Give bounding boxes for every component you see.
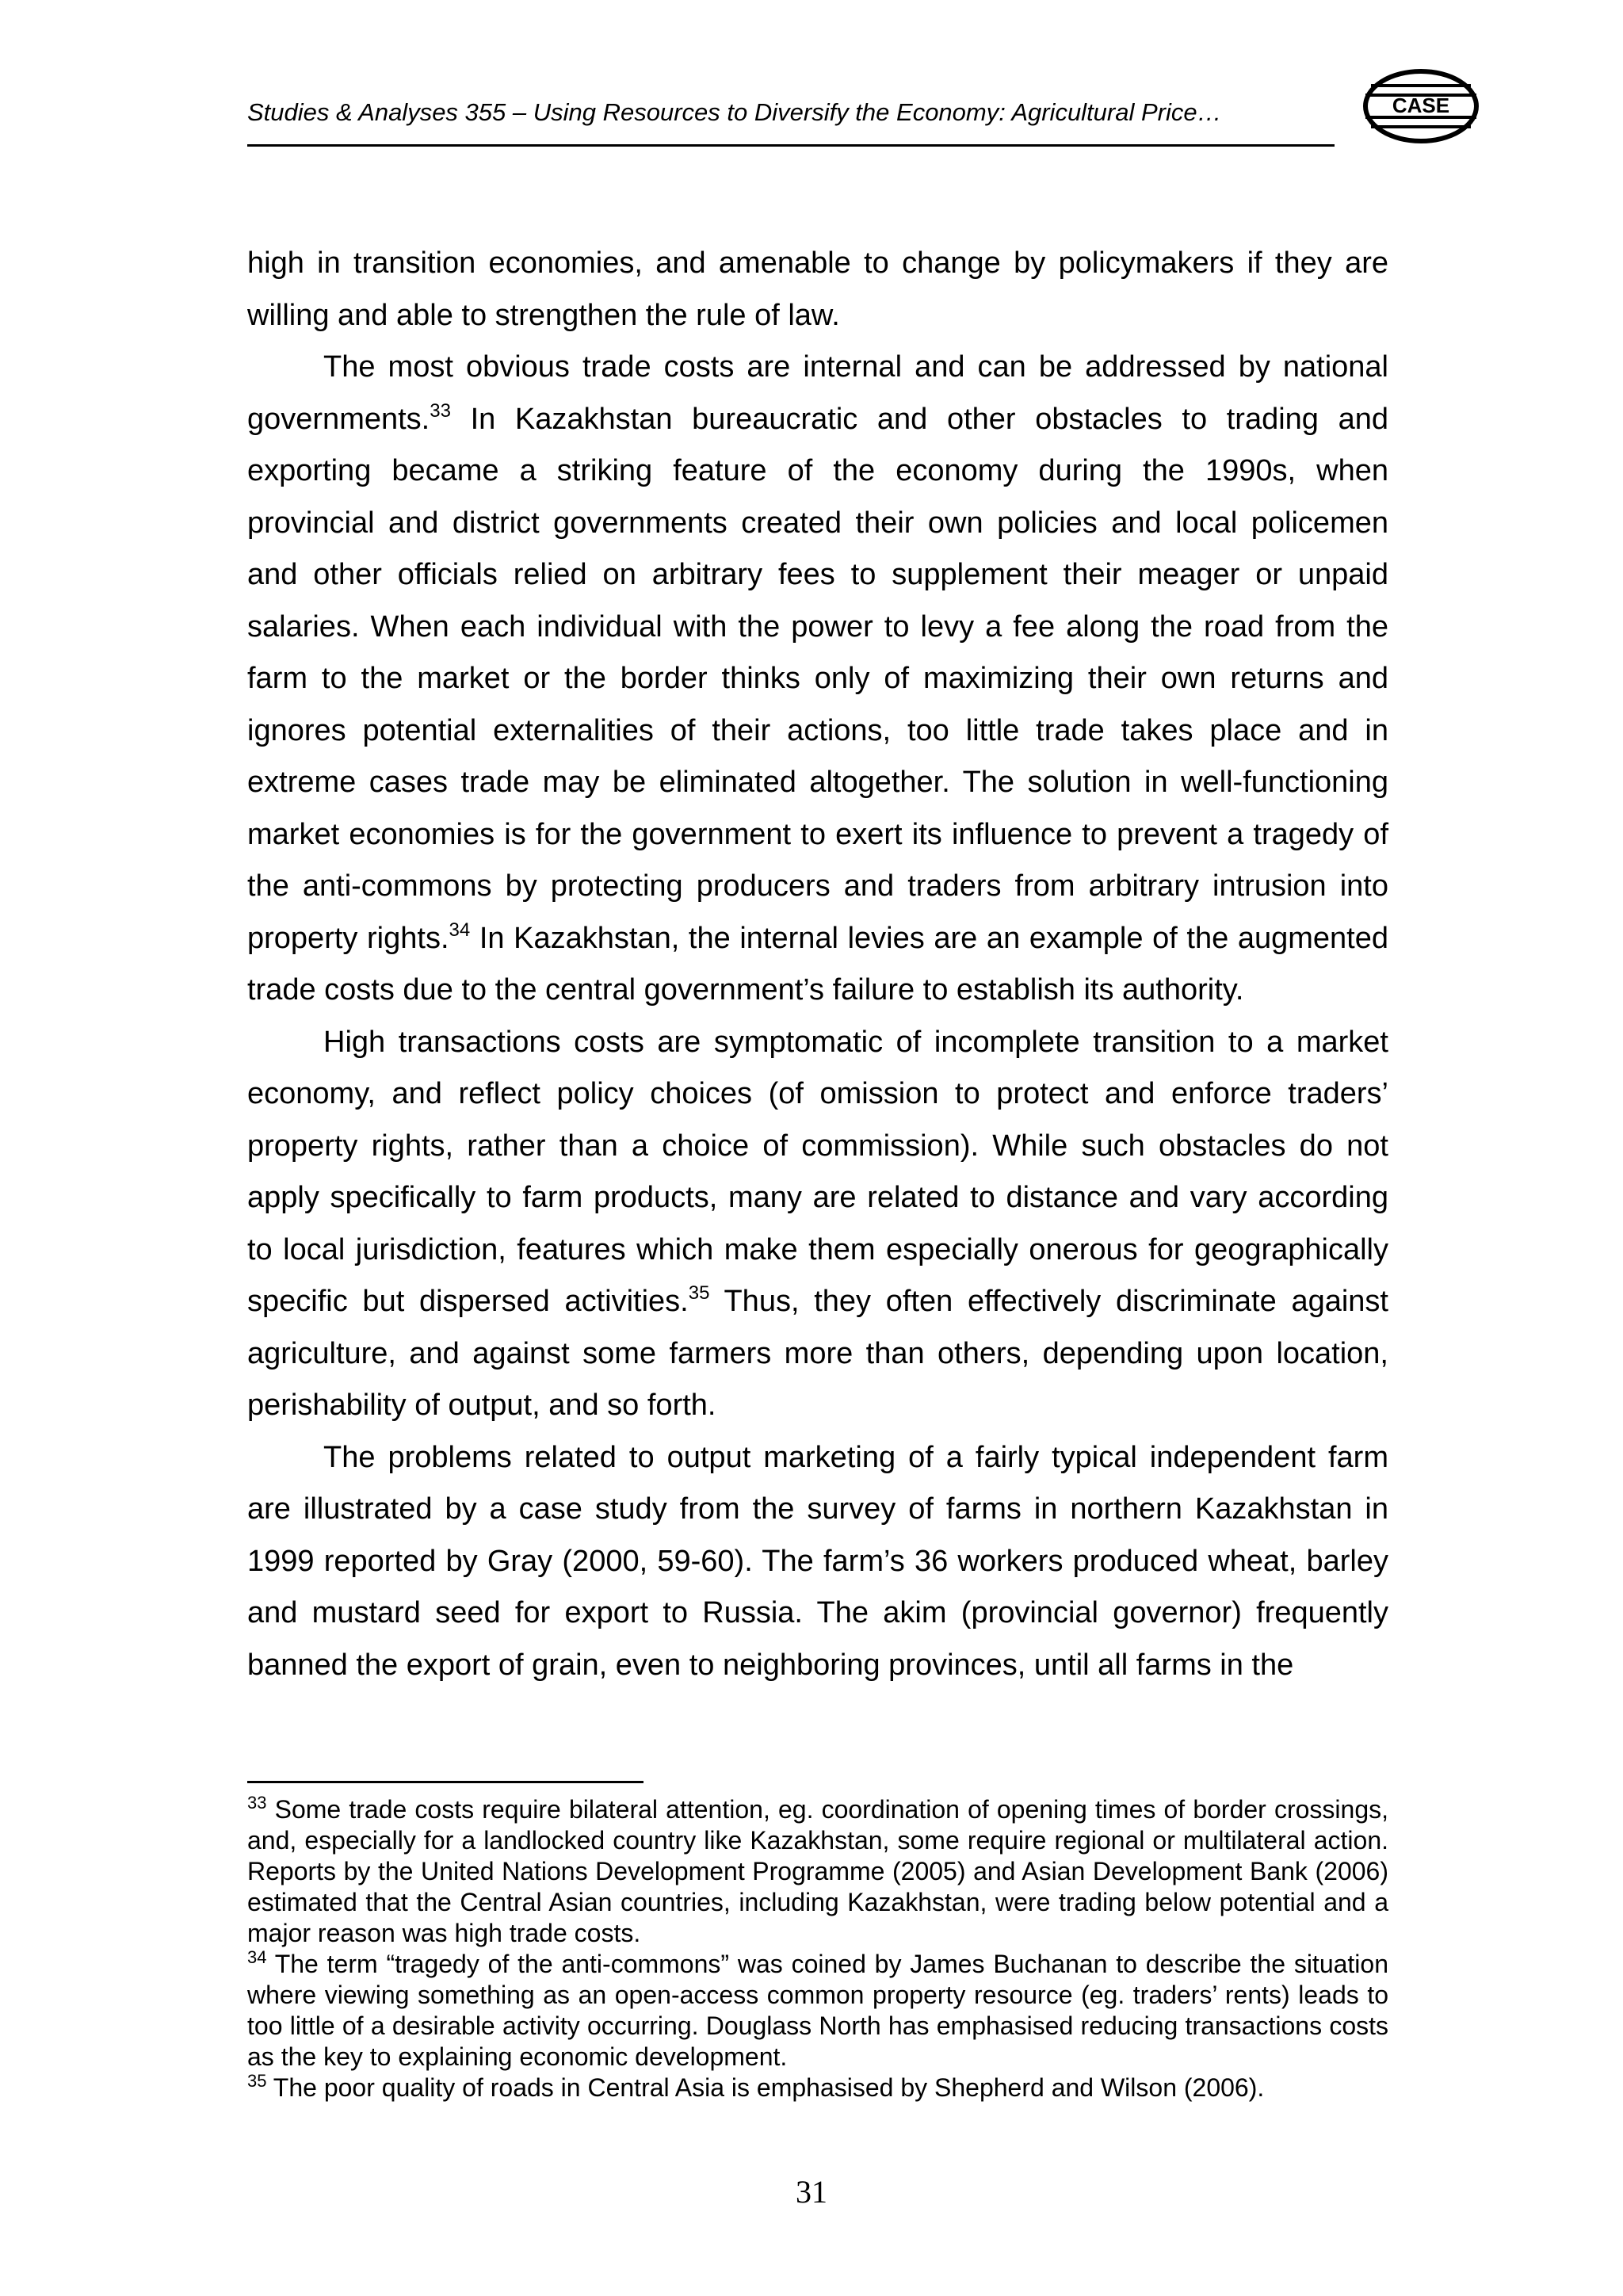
header-title: Studies & Analyses 355 – Using Resources to Diversify the Economy: Agricultural Price… bbox=[247, 98, 1222, 126]
footnote-text: Some trade costs require bilateral attention, eg. coordination of opening times of border crossings, and, especially for a landlocked country like Kazakhstan, some require regional or multilateral action. Reports by the United Nations Development Programme (2005) and Asian Development Bank (2006) estimated that the Central Asian countries, including Kazakhstan, were trading below potential and a major reason was high trade costs. bbox=[247, 1795, 1388, 1947]
footnote-number: 34 bbox=[247, 1947, 267, 1967]
paragraph-2-text-b: In Kazakhstan bureaucratic and other obstacles to trading and exporting became a striking feature of the economy during the 1990s, when provincial and district governments created their own policies and local policemen and other officials relied on arbitrary fees to supplement their meager or unpaid salaries. When each individual with the power to levy a fee along the road from the farm to the market or the border thinks only of maximizing their own returns and ignores potential externalities of their actions, too little trade takes place and in extreme cases trade may be eliminated altogether. The solution in well-functioning market economies is for the government to exert its influence to prevent a tragedy of the anti-commons by protecting producers and traders from arbitrary intrusion into property rights. bbox=[247, 402, 1388, 955]
footnote-number: 33 bbox=[247, 1793, 267, 1813]
paragraph-2-text-a: The most obvious trade costs are internal and can be addressed by national governments. bbox=[247, 350, 1388, 436]
paragraph-3-text-a: High transactions costs are symptomatic of incomplete transition to a market economy, and reflect policy choices (of omission to protect and enforce traders’ property rights, rather than a choice of commission). While such obstacles do not apply specifically to farm products, many are related to distance and vary according to local jurisdiction, features which make them especially onerous for geographically specific but dispersed activities. bbox=[247, 1025, 1388, 1318]
running-header bbox=[247, 76, 1335, 147]
paragraph-4-text: The problems related to output marketing of a fairly typical independent farm are illustrated by a case study from the survey of farms in northern Kazakhstan in 1999 reported by Gray (2000, 59-60). The farm’s 36 workers produced wheat, barley and mustard seed for export to Russia. The akim (provincial governor) frequently banned the export of grain, even to neighboring provinces, until all farms in the bbox=[247, 1440, 1388, 1682]
footnote-35 bbox=[247, 2073, 1388, 2103]
case-logo-icon bbox=[1361, 67, 1480, 146]
paragraph-1 bbox=[247, 238, 1388, 342]
body-text bbox=[247, 238, 1388, 1691]
paragraph-3 bbox=[247, 1017, 1388, 1432]
footnote-ref-35: 35 bbox=[688, 1282, 710, 1304]
footnotes bbox=[247, 1794, 1388, 2103]
paragraph-2 bbox=[247, 342, 1388, 1017]
footnote-ref-34: 34 bbox=[449, 919, 471, 941]
footnote-33 bbox=[247, 1794, 1388, 1949]
footnote-separator bbox=[247, 1781, 643, 1783]
case-logo bbox=[1361, 67, 1480, 146]
footnote-text: The poor quality of roads in Central Asia is emphasised by Shepherd and Wilson (2006). bbox=[266, 2073, 1265, 2102]
page-number: 31 bbox=[796, 2174, 827, 2210]
paragraph-3-text-b: Thus, they often effectively discriminate against agriculture, and against some farmers more than others, depending upon location, perishability of output, and so forth. bbox=[247, 1285, 1388, 1422]
paragraph-1-text: high in transition economies, and amenable to change by policymakers if they are willing and able to strengthen the rule of law. bbox=[247, 246, 1388, 332]
footnote-34 bbox=[247, 1949, 1388, 2073]
footnote-ref-33: 33 bbox=[430, 399, 451, 422]
paragraph-4 bbox=[247, 1432, 1388, 1692]
footnote-number: 35 bbox=[247, 2071, 267, 2091]
logo-text: CASE bbox=[1392, 94, 1450, 117]
paragraph-2-text-c: In Kazakhstan, the internal levies are an example of the augmented trade costs due to the central government’s failure to establish its authority. bbox=[247, 921, 1388, 1007]
footnote-text: The term “tragedy of the anti-commons” was coined by James Buchanan to describe the situation where viewing something as an open-access common property resource (eg. traders’ rents) leads to too little of a desirable activity occurring. Douglass North has emphasised reducing transactions costs as the key to explaining economic development. bbox=[247, 1950, 1388, 2071]
